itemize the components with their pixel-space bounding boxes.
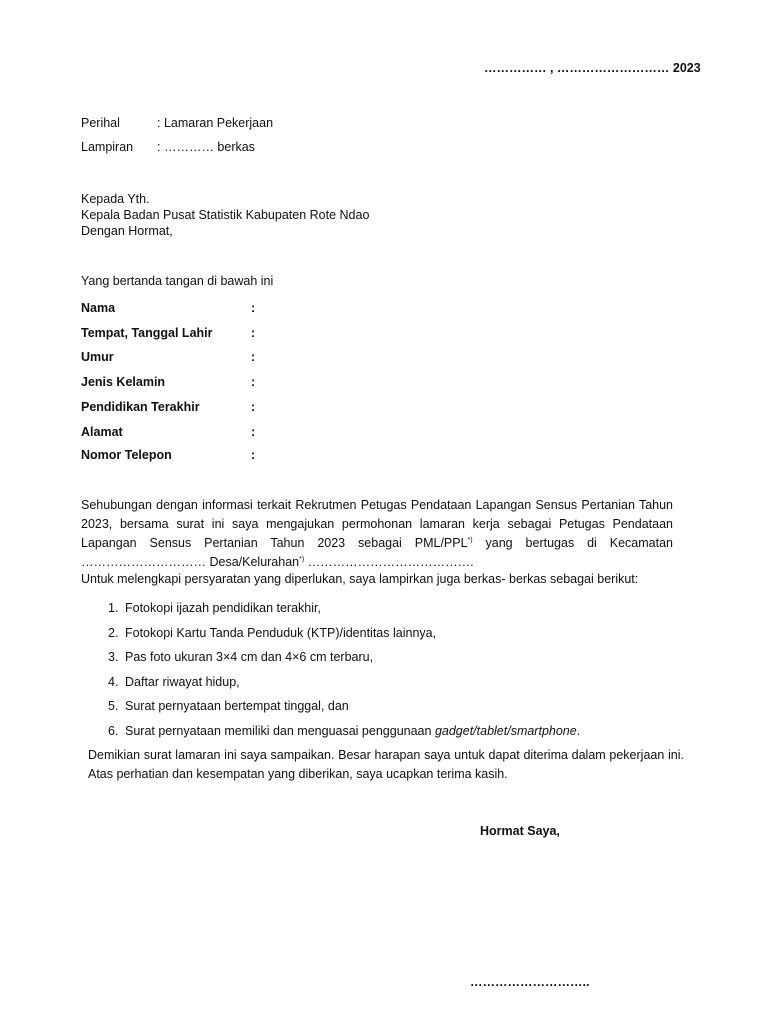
- field-label-nomor-telepon: Nomor Telepon: [81, 448, 172, 462]
- attachment-value: : ………… berkas: [157, 140, 255, 154]
- recipient-line-2: Kepala Badan Pusat Statistik Kabupaten Rote Ndao: [81, 208, 370, 222]
- list-item-number: 1.: [108, 601, 119, 615]
- field-colon-pendidikan-terakhir: :: [251, 400, 256, 414]
- field-colon-umur: :: [251, 350, 256, 364]
- list-item-text: Surat pernyataan memiliki dan menguasai penggunaan: [125, 723, 435, 738]
- signoff: Hormat Saya,: [480, 824, 560, 838]
- footnote-mark-2: *): [299, 555, 305, 563]
- recipient-line-1: Kepada Yth.: [81, 192, 150, 206]
- list-item: [108, 697, 580, 722]
- field-colon-alamat: :: [251, 425, 256, 439]
- list-item-number: 2.: [108, 625, 119, 640]
- list-item-text: Fotokopi ijazah pendidikan terakhir,: [125, 601, 321, 615]
- list-item-text: Surat pernyataan bertempat tinggal, dan: [125, 699, 349, 713]
- list-item: [108, 673, 580, 698]
- list-item-text: Pas foto ukuran 3×4 cm dan 4×6 cm terbaru,: [125, 650, 374, 664]
- paragraph-application: [81, 496, 673, 572]
- field-label-umur: Umur: [81, 350, 114, 364]
- attachments-list: [108, 599, 580, 746]
- field-label-alamat: Alamat: [81, 425, 123, 439]
- paragraph-text-a: Sehubungan dengan informasi terkait Rekrutmen Petugas Pendataan Lapangan Sensus Pertanian Tahun 2023, bersama surat ini saya mengajukan permohonan lamaran kerja sebagai Petugas Pendataan Lapangan Sensus Pertanian Tahun 2023 sebagai PML/PPL: [81, 498, 673, 550]
- field-label-tempat-tanggal-lahir: Tempat, Tanggal Lahir: [81, 326, 213, 340]
- field-colon-nama: :: [251, 301, 256, 315]
- list-item-text: Fotokopi Kartu Tanda Penduduk (KTP)/identitas lainnya,: [125, 625, 437, 640]
- paragraph-text-c: ………………………………….: [304, 555, 474, 569]
- list-item: [108, 624, 580, 649]
- list-item-number: 6.: [108, 723, 119, 738]
- subject-value: : Lamaran Pekerjaan: [157, 116, 274, 130]
- list-item-end: .: [576, 723, 581, 738]
- list-item-italic-text: gadget/tablet/smartphone: [434, 723, 577, 738]
- footnote-mark-1: *): [467, 536, 473, 544]
- signature-line: ………………………..: [470, 975, 590, 989]
- date-line: …………… , ……………………… 2023: [484, 61, 701, 75]
- attachment-label: Lampiran: [81, 140, 134, 154]
- list-item-number: 4.: [108, 674, 119, 689]
- field-colon-jenis-kelamin: :: [251, 375, 256, 389]
- paragraph-attachments-intro: Untuk melengkapi persyaratan yang diperlukan, saya lampirkan juga berkas- berkas sebagai berikut:: [81, 572, 639, 586]
- list-item-number: 5.: [108, 699, 119, 713]
- field-label-jenis-kelamin: Jenis Kelamin: [81, 375, 166, 389]
- subject-label: Perihal: [81, 116, 120, 130]
- field-label-nama: Nama: [81, 301, 116, 315]
- paragraph-closing: Demikian surat lamaran ini saya sampaikan. Besar harapan saya untuk dapat diterima dalam pekerjaan ini. Atas perhatian dan kesempatan yang diberikan, saya ucapkan terima kasih.: [88, 748, 684, 781]
- list-item-number: 3.: [108, 650, 119, 664]
- list-item-text: Daftar riwayat hidup,: [125, 674, 240, 689]
- recipient-line-3: Dengan Hormat,: [81, 224, 173, 238]
- field-colon-nomor-telepon: :: [251, 448, 256, 462]
- list-item: [108, 722, 580, 747]
- list-item: [108, 648, 580, 673]
- list-item: [108, 599, 580, 624]
- field-colon-tempat-tanggal-lahir: :: [251, 326, 256, 340]
- field-label-pendidikan-terakhir: Pendidikan Terakhir: [81, 400, 200, 414]
- intro-line: Yang bertanda tangan di bawah ini: [81, 274, 274, 288]
- paragraph-text-b: yang bertugas di Kecamatan ………………………… Desa/Kelurahan: [81, 536, 673, 569]
